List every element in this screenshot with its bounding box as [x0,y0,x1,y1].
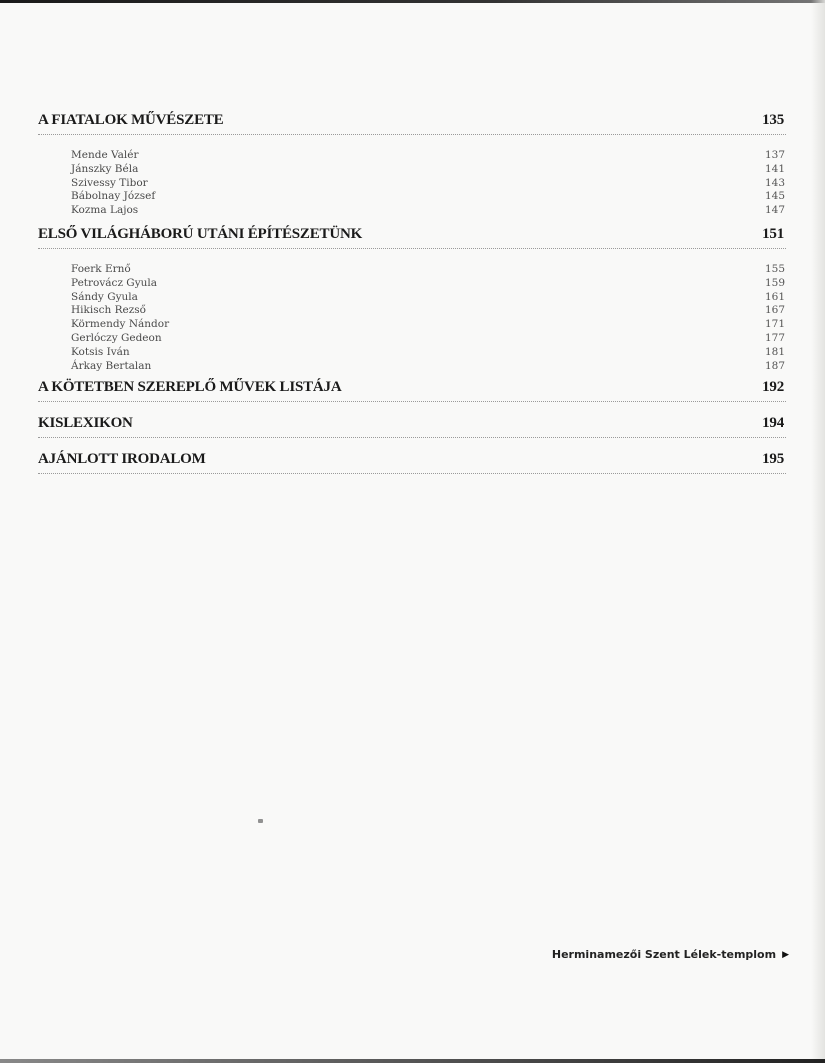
toc-entry[interactable] [71,318,786,332]
section-title: A FIATALOK MŰVÉSZETE [38,112,224,128]
entry-page-number: 161 [764,290,785,303]
entry-name: Kozma Lajos [71,204,139,217]
toc-entry[interactable] [71,149,786,163]
entry-list [71,149,786,218]
entry-name: Hikisch Rezső [71,304,146,317]
section-heading[interactable] [38,108,786,135]
section-heading[interactable] [38,375,786,402]
entry-name: Foerk Ernő [71,262,131,275]
section-title: A KÖTETBEN SZEREPLŐ MŰVEK LISTÁJA [38,379,342,396]
section-title: KISLEXIKON [38,415,133,432]
toc-section [38,411,786,438]
entry-page-number: 137 [764,149,785,161]
triangle-right-icon: ▶ [782,949,789,960]
table-of-contents [38,108,786,474]
toc-entry[interactable] [71,177,786,191]
toc-section [38,222,786,373]
footer-label: Herminamezői Szent Lélek-templom [551,948,777,961]
entry-page-number: 167 [764,304,785,317]
paper-speck [258,819,263,823]
entry-name: Körmendy Nándor [71,318,170,331]
entry-name: Bábolnay József [71,190,156,203]
section-title: AJÁNLOTT IRODALOM [38,451,206,468]
toc-entry[interactable] [71,291,786,305]
section-page-number: 195 [762,451,784,468]
toc-entry[interactable] [71,360,786,374]
toc-entry[interactable] [71,332,786,346]
entry-name: Gerlóczy Gedeon [71,331,162,344]
entry-page-number: 187 [764,359,785,372]
entry-name: Petrovácz Gyula [71,276,158,289]
toc-section [38,108,786,218]
toc-entry[interactable] [71,163,786,177]
toc-entry[interactable] [71,346,786,360]
section-heading[interactable] [38,411,786,438]
page-right-edge [811,0,825,1063]
page-top-edge [0,0,825,3]
running-footer[interactable] [552,948,789,961]
section-page-number: 151 [762,225,784,242]
entry-name: Szivessy Tibor [71,176,148,189]
toc-entry[interactable] [71,263,786,277]
section-heading[interactable] [38,222,786,249]
entry-page-number: 177 [764,331,785,344]
entry-list [71,263,786,373]
toc-entry[interactable] [71,190,786,204]
toc-entry[interactable] [71,304,786,318]
toc-section [38,375,786,402]
section-title: ELSŐ VILÁGHÁBORÚ UTÁNI ÉPÍTÉSZETÜNK [38,225,363,242]
entry-page-number: 159 [764,276,785,289]
section-page-number: 192 [762,379,784,396]
page-bottom-edge [0,1059,825,1063]
entry-name: Árkay Bertalan [71,359,152,372]
toc-entry[interactable] [71,204,786,218]
section-page-number: 135 [762,112,784,128]
entry-page-number: 155 [764,262,785,275]
section-heading[interactable] [38,447,786,474]
entry-page-number: 141 [764,162,785,175]
section-page-number: 194 [762,415,784,432]
entry-name: Mende Valér [71,149,139,161]
entry-name: Jánszky Béla [71,162,139,175]
entry-page-number: 171 [764,318,785,331]
entry-page-number: 147 [764,204,785,217]
entry-page-number: 181 [764,345,785,358]
entry-page-number: 145 [764,190,785,203]
entry-name: Sándy Gyula [71,290,138,303]
toc-section [38,447,786,474]
toc-entry[interactable] [71,277,786,291]
entry-page-number: 143 [764,176,785,189]
entry-name: Kotsis Iván [71,345,130,358]
